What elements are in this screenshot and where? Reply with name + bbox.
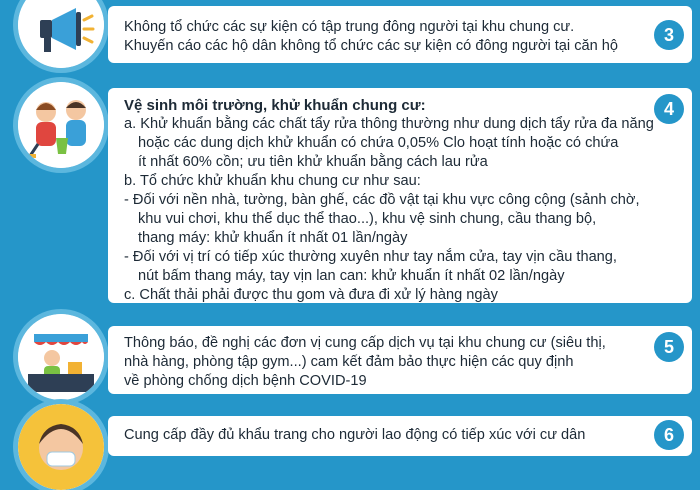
- item-number-badge: 3: [654, 20, 684, 50]
- item-5-line-3: về phòng chống dịch bệnh COVID-19: [124, 373, 367, 389]
- item-6-line-1: Cung cấp đầy đủ khẩu trang cho người lao động có tiếp xúc với cư dân: [124, 427, 586, 443]
- item-5-line-2: nhà hàng, phòng tập gym...) cam kết đảm bảo thực hiện các quy định: [124, 354, 574, 370]
- item-4-line-5: - Đối với nền nhà, tường, bàn ghế, các đồ vật tại khu vực công cộng (sảnh chờ,: [124, 192, 640, 208]
- item-number-badge: 5: [654, 332, 684, 362]
- item-number-badge: 4: [654, 94, 684, 124]
- item-3-line-1: Không tổ chức các sự kiện có tập trung đông người tại khu chung cư.: [124, 19, 575, 35]
- item-card-5: [108, 326, 692, 394]
- item-card-3: [108, 6, 692, 63]
- item-4-title: Vệ sinh môi trường, khử khuẩn chung cư:: [124, 97, 426, 114]
- megaphone-icon: [18, 0, 104, 68]
- item-4-line-6: khu vui chơi, khu thể dục thể thao...), khu vệ sinh chung, cầu thang bộ,: [138, 211, 597, 227]
- shop-counter-icon: [18, 314, 104, 400]
- item-4-line-7: thang máy: khử khuẩn ít nhất 01 lần/ngày: [138, 230, 408, 246]
- item-card-4: [108, 88, 692, 303]
- item-4-line-10: c. Chất thải phải được thu gom và đưa đi xử lý hàng ngày: [124, 287, 498, 303]
- item-5-line-1: Thông báo, đề nghị các đơn vị cung cấp dịch vụ tại khu chung cư (siêu thị,: [124, 335, 606, 351]
- item-card-6: [108, 416, 692, 456]
- item-number-badge: 6: [654, 420, 684, 450]
- item-4-line-1: a. Khử khuẩn bằng các chất tẩy rửa thông thường như dung dịch tẩy rửa đa năng: [124, 116, 654, 132]
- item-4-line-3: ít nhất 60% cồn; ưu tiên khử khuẩn bằng cách lau rửa: [138, 154, 488, 170]
- item-4-line-2: hoặc các dung dịch khử khuẩn có chứa 0,05% Clo hoạt tính hoặc có chứa: [138, 135, 619, 151]
- person-mask-icon: [18, 404, 104, 490]
- item-4-line-9: nút bấm thang máy, tay vịn lan can: khử khuẩn ít nhất 02 lần/ngày: [138, 268, 565, 284]
- item-4-line-8: - Đối với vị trí có tiếp xúc thường xuyên như tay nắm cửa, tay vịn cầu thang,: [124, 249, 617, 265]
- item-3-line-2: Khuyến cáo các hộ dân không tổ chức các sự kiện có đông người tại căn hộ: [124, 38, 619, 54]
- item-4-line-4: b. Tổ chức khử khuẩn khu chung cư như sau:: [124, 173, 421, 189]
- cleaning-people-icon: [18, 82, 104, 168]
